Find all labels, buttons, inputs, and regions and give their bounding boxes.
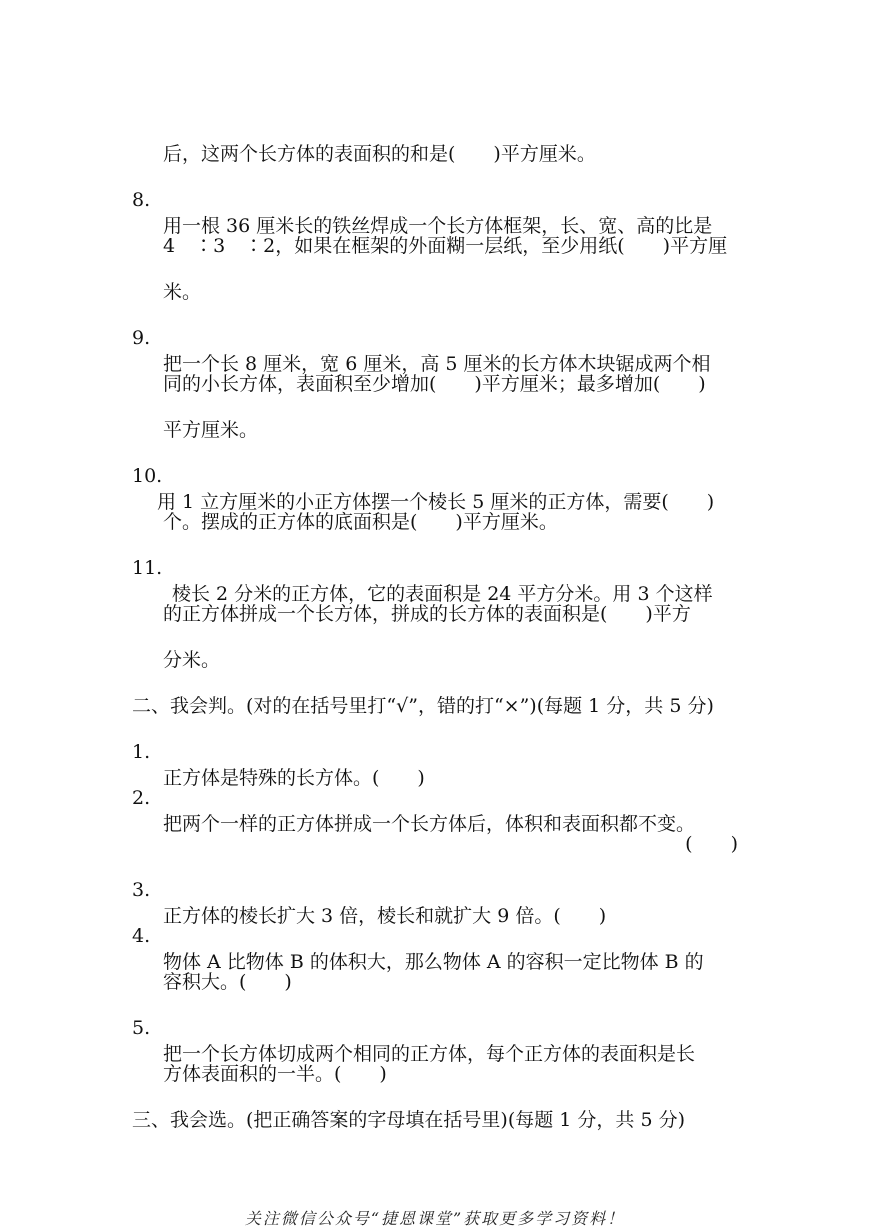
question-10 <box>0 437 870 513</box>
line-text: 正方体是特殊的长方体。( ) <box>163 767 425 789</box>
line-text: 用 1 立方厘米的小正方体摆一个棱长 5 厘米的正方体，需要( ) <box>157 491 715 513</box>
question-8-line-2 <box>0 207 870 257</box>
section-2-heading <box>0 667 870 717</box>
question-10-line-2 <box>0 483 870 533</box>
question-number: 4. <box>132 925 151 947</box>
q7-continuation-line <box>0 115 870 165</box>
line-text: 4 ∶3 ∶2，如果在框架的外面糊一层纸，至少用纸( )平方厘 <box>163 235 728 257</box>
question-11-line-2 <box>0 575 870 625</box>
question-number: 10. <box>132 465 163 487</box>
line-text: 棱长 2 分米的正方体，它的表面积是 24 平方分米。用 3 个这样 <box>172 583 713 605</box>
judge-question-4-line-2 <box>0 943 870 993</box>
question-number: 8. <box>132 189 151 211</box>
line-text: 把两个一样的正方体拼成一个长方体后，体积和表面积都不变。 <box>163 813 696 835</box>
line-text: 容积大。( ) <box>163 971 292 993</box>
line-text: 个。摆成的正方体的底面积是( )平方厘米。 <box>163 511 558 533</box>
footer-watermark-text: 关注微信公众号“捷恩课堂”获取更多学习资料！ <box>244 1209 626 1228</box>
line-text: 正方体的棱长扩大 3 倍，棱长和就扩大 9 倍。( ) <box>163 905 607 927</box>
question-11-line-3 <box>0 621 870 671</box>
line-text: 后，这两个长方体的表面积的和是( )平方厘米。 <box>163 143 596 165</box>
answer-parentheses: ( ) <box>685 833 738 855</box>
line-text: 米。 <box>163 281 202 303</box>
line-text: 把一个长 8 厘米，宽 6 厘米，高 5 厘米的长方体木块锯成两个相 <box>163 353 711 375</box>
line-text: 物体 A 比物体 B 的体积大，那么物体 A 的容积一定比物体 B 的 <box>163 951 704 973</box>
line-text: 方体表面积的一半。( ) <box>163 1063 387 1085</box>
line-text: 同的小长方体，表面积至少增加( )平方厘米；最多增加( ) <box>163 373 706 395</box>
question-8 <box>0 161 870 237</box>
judge-question-1 <box>0 713 870 789</box>
line-text: 的正方体拼成一个长方体，拼成的长方体的表面积是( )平方 <box>163 603 691 625</box>
question-9-line-3 <box>0 391 870 441</box>
question-number: 11. <box>132 557 163 579</box>
line-text: 用一根 36 厘米长的铁丝焊成一个长方体框架，长、宽、高的比是 <box>163 215 713 237</box>
section-heading-text: 三、我会选。(把正确答案的字母填在括号里)(每题 1 分，共 5 分) <box>132 1109 685 1131</box>
line-text: 把一个长方体切成两个相同的正方体，每个正方体的表面积是长 <box>163 1043 696 1065</box>
question-number: 2. <box>132 787 151 809</box>
question-8-line-3 <box>0 253 870 303</box>
line-text: 平方厘米。 <box>163 419 259 441</box>
question-9-line-2 <box>0 345 870 395</box>
judge-question-4 <box>0 897 870 973</box>
question-11 <box>0 529 870 605</box>
section-heading-text: 二、我会判。(对的在括号里打“√”，错的打“×”)(每题 1 分，共 5 分) <box>132 695 714 717</box>
judge-question-2 <box>0 759 870 835</box>
judge-question-2-answer-line <box>0 805 870 855</box>
question-number: 1. <box>132 741 151 763</box>
question-9 <box>0 299 870 375</box>
question-number: 9. <box>132 327 151 349</box>
question-number: 3. <box>132 879 151 901</box>
question-number: 5. <box>132 1017 151 1039</box>
line-text: 分米。 <box>163 649 221 671</box>
judge-question-5-line-2 <box>0 1035 870 1085</box>
judge-question-5 <box>0 989 870 1065</box>
section-3-heading <box>0 1081 870 1131</box>
judge-question-3 <box>0 851 870 927</box>
